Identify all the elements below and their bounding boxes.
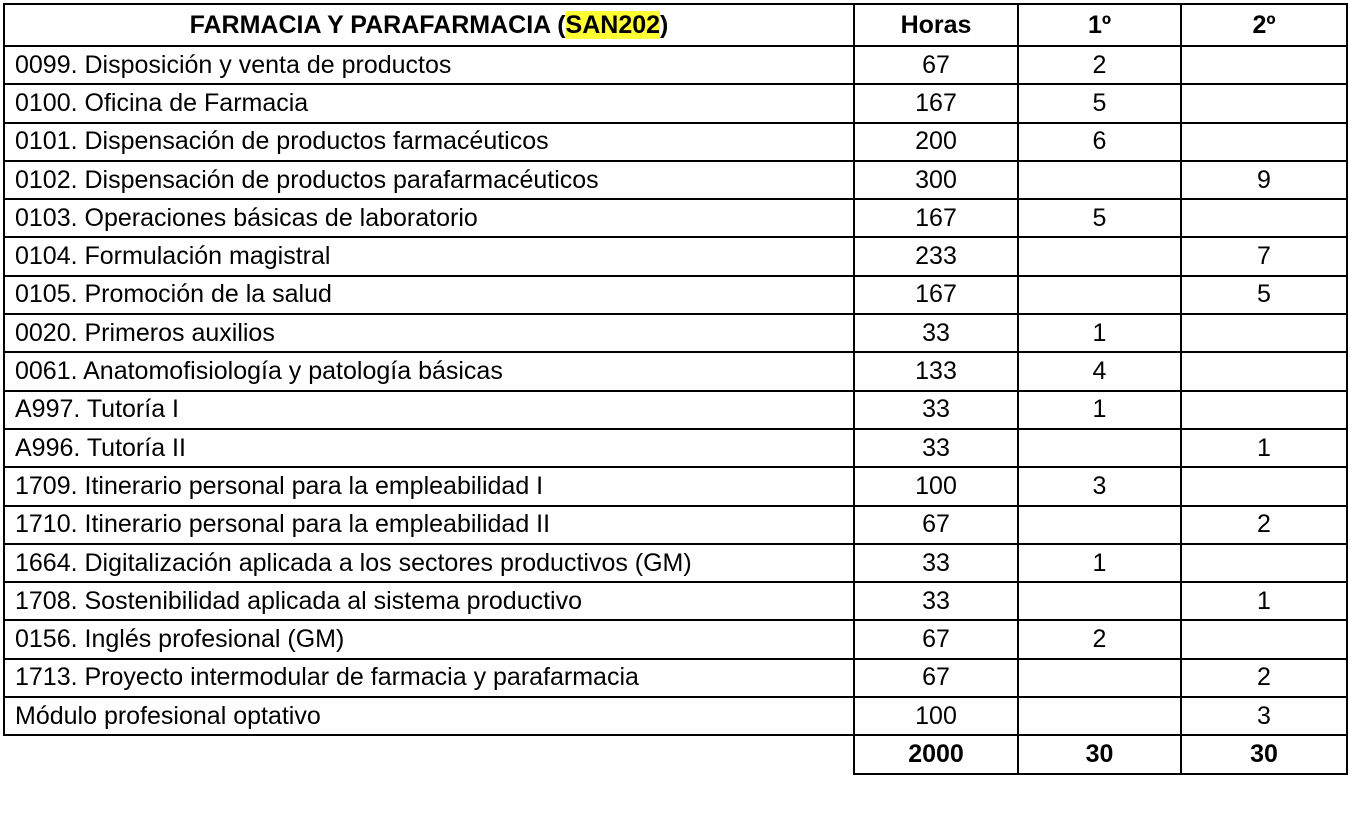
module-year1: 1 <box>1018 314 1181 352</box>
module-name: 0103. Operaciones básicas de laboratorio <box>4 199 854 237</box>
module-year2: 3 <box>1181 697 1347 735</box>
module-year1: 3 <box>1018 467 1181 505</box>
module-horas: 67 <box>854 620 1018 658</box>
total-year2: 30 <box>1181 735 1347 773</box>
module-name: 1709. Itinerario personal para la empleabilidad I <box>4 467 854 505</box>
module-name: A997. Tutoría I <box>4 391 854 429</box>
module-name: 1713. Proyecto intermodular de farmacia y parafarmacia <box>4 659 854 697</box>
table-row <box>4 506 1347 544</box>
module-year1 <box>1018 161 1181 199</box>
module-horas: 133 <box>854 352 1018 390</box>
title-prefix: FARMACIA Y PARAFARMACIA ( <box>189 10 566 39</box>
module-year1 <box>1018 276 1181 314</box>
table-row <box>4 46 1347 84</box>
module-year2: 9 <box>1181 161 1347 199</box>
module-horas: 100 <box>854 697 1018 735</box>
module-year2 <box>1181 46 1347 84</box>
year1-header: 1º <box>1018 4 1181 46</box>
module-year1: 5 <box>1018 199 1181 237</box>
module-horas: 67 <box>854 659 1018 697</box>
module-name: 0061. Anatomofisiología y patología básicas <box>4 352 854 390</box>
modules-table <box>3 3 1348 775</box>
title-header <box>4 4 854 46</box>
module-year2: 2 <box>1181 506 1347 544</box>
module-horas: 300 <box>854 161 1018 199</box>
table-row <box>4 161 1347 199</box>
module-year1 <box>1018 506 1181 544</box>
totals-blank <box>4 735 854 773</box>
module-year2 <box>1181 123 1347 161</box>
table-row <box>4 467 1347 505</box>
module-name: 0100. Oficina de Farmacia <box>4 84 854 122</box>
table-row <box>4 123 1347 161</box>
module-name: 0020. Primeros auxilios <box>4 314 854 352</box>
module-year2 <box>1181 544 1347 582</box>
module-year1: 4 <box>1018 352 1181 390</box>
module-year2: 5 <box>1181 276 1347 314</box>
table-row <box>4 199 1347 237</box>
table-row <box>4 237 1347 275</box>
module-horas: 167 <box>854 84 1018 122</box>
totals-row <box>4 735 1347 773</box>
module-name: 0101. Dispensación de productos farmacéuticos <box>4 123 854 161</box>
horas-header: Horas <box>854 4 1018 46</box>
table-row <box>4 582 1347 620</box>
module-year2: 2 <box>1181 659 1347 697</box>
module-horas: 67 <box>854 506 1018 544</box>
title-suffix: ) <box>660 10 669 39</box>
total-horas: 2000 <box>854 735 1018 773</box>
module-year1: 6 <box>1018 123 1181 161</box>
module-year2 <box>1181 620 1347 658</box>
module-name: 0102. Dispensación de productos parafarmacéuticos <box>4 161 854 199</box>
module-year1 <box>1018 697 1181 735</box>
year2-header: 2º <box>1181 4 1347 46</box>
table-row <box>4 391 1347 429</box>
module-horas: 100 <box>854 467 1018 505</box>
module-year2 <box>1181 352 1347 390</box>
module-year1 <box>1018 237 1181 275</box>
module-year2: 1 <box>1181 429 1347 467</box>
module-horas: 33 <box>854 429 1018 467</box>
module-year2 <box>1181 199 1347 237</box>
module-horas: 67 <box>854 46 1018 84</box>
table-row <box>4 620 1347 658</box>
module-name: 1708. Sostenibilidad aplicada al sistema productivo <box>4 582 854 620</box>
module-year2 <box>1181 391 1347 429</box>
module-year1: 2 <box>1018 620 1181 658</box>
module-year1 <box>1018 429 1181 467</box>
module-horas: 33 <box>854 314 1018 352</box>
module-horas: 233 <box>854 237 1018 275</box>
module-year1 <box>1018 659 1181 697</box>
module-year2: 7 <box>1181 237 1347 275</box>
module-horas: 33 <box>854 582 1018 620</box>
table-row <box>4 84 1347 122</box>
module-year2 <box>1181 314 1347 352</box>
table-header-row <box>4 4 1347 46</box>
module-horas: 33 <box>854 391 1018 429</box>
module-name: Módulo profesional optativo <box>4 697 854 735</box>
module-name: 0105. Promoción de la salud <box>4 276 854 314</box>
module-year1: 2 <box>1018 46 1181 84</box>
module-name: 1664. Digitalización aplicada a los sectores productivos (GM) <box>4 544 854 582</box>
table-row <box>4 276 1347 314</box>
total-year1: 30 <box>1018 735 1181 773</box>
module-year2 <box>1181 84 1347 122</box>
module-name: A996. Tutoría II <box>4 429 854 467</box>
module-name: 0156. Inglés profesional (GM) <box>4 620 854 658</box>
module-year1: 1 <box>1018 391 1181 429</box>
module-name: 0104. Formulación magistral <box>4 237 854 275</box>
module-name: 1710. Itinerario personal para la empleabilidad II <box>4 506 854 544</box>
module-year2: 1 <box>1181 582 1347 620</box>
module-year1: 1 <box>1018 544 1181 582</box>
table-row <box>4 429 1347 467</box>
table-row <box>4 697 1347 735</box>
module-name: 0099. Disposición y venta de productos <box>4 46 854 84</box>
module-year1 <box>1018 582 1181 620</box>
module-horas: 200 <box>854 123 1018 161</box>
table-row <box>4 544 1347 582</box>
module-horas: 167 <box>854 199 1018 237</box>
module-horas: 33 <box>854 544 1018 582</box>
table-row <box>4 352 1347 390</box>
module-year2 <box>1181 467 1347 505</box>
table-row <box>4 314 1347 352</box>
program-code: SAN202 <box>565 10 661 39</box>
table-row <box>4 659 1347 697</box>
module-year1: 5 <box>1018 84 1181 122</box>
module-horas: 167 <box>854 276 1018 314</box>
